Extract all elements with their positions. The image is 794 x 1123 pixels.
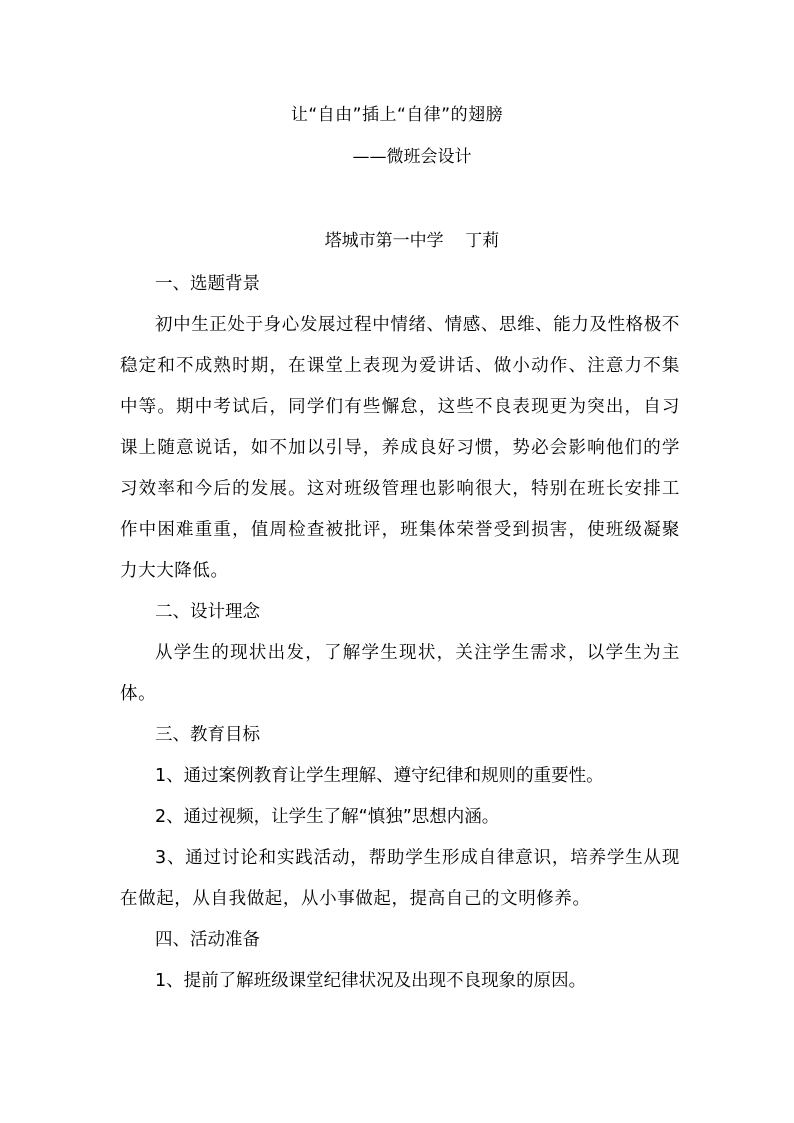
document-title: 让“自由”插上“自律”的翅膀 <box>290 105 504 125</box>
paragraph-goal-1: 1、通过案例教育让学生理解、遵守纪律和规则的重要性。 <box>155 766 604 786</box>
paragraph-background: 初中生正处于身心发展过程中情绪、情感、思维、能力及性格极不稳定和不成熟时期，在课堂上表现为爱讲话、做小动作、注意力不集中等。期中考试后，同学们有些懈怠，这些不良表现更为突出，自习课上随意说话，如不加以引导，养成良好习惯，势必会影响他们的学习效率和今后的发展。这对班级管理也影响很大，特别在班长安排工作中困难重重，值周检查被批评，班集体荣誉受到损害，使班级凝聚力大大降低。 <box>120 315 680 581</box>
document-body <box>120 264 680 1002</box>
paragraph-goal-2: 2、通过视频，让学生了解“慎独”思想内涵。 <box>155 807 500 827</box>
document-author: 塔城市第一中学 丁莉 <box>324 231 500 251</box>
section-heading-preparation: 四、活动准备 <box>155 930 260 950</box>
section-heading-concept: 二、设计理念 <box>155 602 260 622</box>
section-heading-goals: 三、教育目标 <box>155 725 260 745</box>
paragraph-concept: 从学生的现状出发，了解学生现状，关注学生需求，以学生为主体。 <box>120 643 680 704</box>
section-heading-background: 一、选题背景 <box>155 274 260 294</box>
document-subtitle: ——微班会设计 <box>352 147 472 167</box>
paragraph-preparation-1: 1、提前了解班级课堂纪律状况及出现不良现象的原因。 <box>155 971 587 991</box>
paragraph-goal-3: 3、通过讨论和实践活动，帮助学生形成自律意识，培养学生从现在做起，从自我做起，从小事做起，提高自己的文明修养。 <box>120 848 680 909</box>
